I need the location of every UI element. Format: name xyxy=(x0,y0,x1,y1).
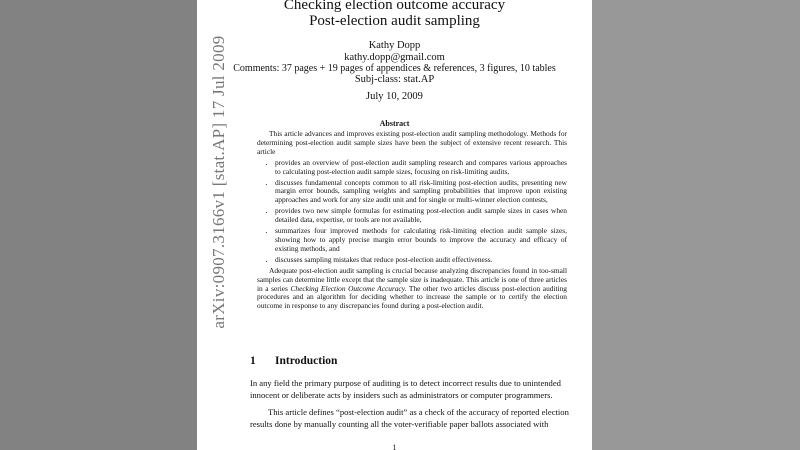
abstract-closing-text-end: The other two articles discuss post-election auditing procedures and an algorithm for deciding whether to increase the sample or to certify the election outcome in response to any discrepancies found during a post-election audit. xyxy=(257,283,568,311)
title-line-1: Checking election outcome accuracy xyxy=(283,0,506,13)
abstract-bullet: • discusses sampling mistakes that reduce post-election audit effectiveness. xyxy=(275,256,567,265)
abstract-intro: This article advances and improves existing post-election audit sampling methodology. Methods for determining post-election audit sample sizes have been the subject of extensive recent research. This article xyxy=(257,129,567,156)
abstract-body xyxy=(257,130,567,311)
section-number: 1 xyxy=(250,355,256,367)
author-email: kathy.dopp@gmail.com xyxy=(344,52,445,63)
abstract-bullet: • discusses fundamental concepts common to all risk-limiting post-election audits, presenting new margin error bounds, sampling weights and sampling probabilities that improve upon existing approaches and work for any size audit unit and for single or multi-winner election contests, xyxy=(275,179,567,206)
body-line: results done by manually counting all the voter-verifiable paper ballots associated with xyxy=(250,418,549,429)
left-background xyxy=(0,0,197,450)
introduction-body xyxy=(250,377,592,430)
arxiv-identifier-stamp: arXiv:0907.3166v1 [stat.AP] 17 Jul 2009 xyxy=(209,35,228,329)
abstract-heading: Abstract xyxy=(379,119,410,128)
right-background xyxy=(592,0,800,450)
series-title: Checking Election Outcome Accuracy. xyxy=(290,283,407,293)
subject-class: Subj-class: stat.AP xyxy=(354,74,435,85)
body-line: In any field the primary purpose of auditing is to detect incorrect results due to unintended xyxy=(250,378,561,388)
title-line-2: Post-election audit sampling xyxy=(309,13,480,29)
paper-date: July 10, 2009 xyxy=(366,91,423,102)
abstract-closing-text: Adequate post-election audit sampling is crucial because analyzing discrepancies found in too-small samples can determine little except that the sample size is inadequate. This article is one of three articles in a series xyxy=(257,265,567,293)
comments-line: Comments: 37 pages + 19 pages of appendices & references, 3 figures, 10 tables xyxy=(233,63,556,74)
abstract-bullet: • provides an overview of post-election audit sampling research and compares various approaches to calculating post-election audit sample sizes, focusing on risk-limiting audits, xyxy=(275,159,567,177)
abstract-bullet-list xyxy=(257,159,567,265)
paper-page xyxy=(197,0,592,450)
abstract-closing xyxy=(257,267,567,312)
abstract-bullet: • summarizes four improved methods for calculating risk-limiting election audit sample sizes, showing how to apply precise margin error bounds to improve the accuracy and efficacy of existing methods, and xyxy=(275,227,567,254)
body-line: This article defines “post-election audit” as a check of the accuracy of reported election xyxy=(268,406,569,417)
author-name: Kathy Dopp xyxy=(368,40,421,51)
section-title: Introduction xyxy=(275,355,338,367)
abstract-bullet: • provides two new simple formulas for estimating post-election audit sample sizes in cases when detailed data, expertise, or tools are not available, xyxy=(275,207,567,225)
page-number: 1 xyxy=(392,443,397,450)
section-heading xyxy=(250,355,337,367)
body-line: innocent or deliberate acts by insiders such as administrators or computer programmers. xyxy=(250,390,553,401)
